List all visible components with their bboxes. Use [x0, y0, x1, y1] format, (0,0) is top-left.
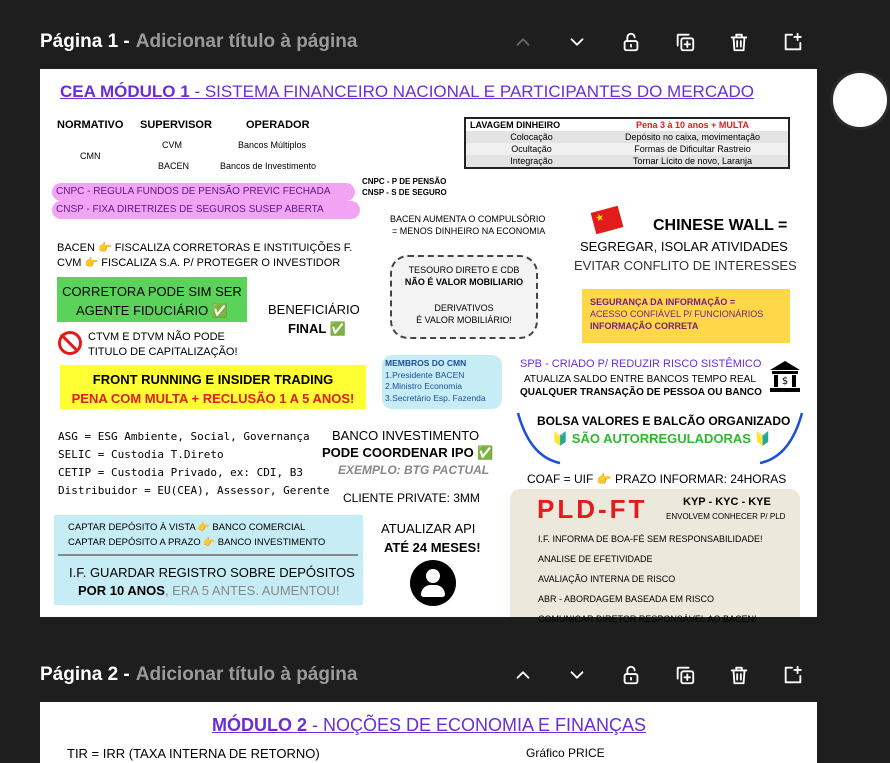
pld-item: AVALIAÇÃO INTERNA DE RISCO: [538, 574, 676, 584]
spb-2: ATUALIZA SALDO ENTRE BANCOS TEMPO REAL: [524, 374, 756, 385]
cnsp-line: CNSP - FIXA DIRETRIZES DE SEGUROS SUSEP ABERTA: [52, 201, 360, 219]
svg-text:$: $: [781, 376, 789, 387]
title-bold: MÓDULO 2: [212, 715, 308, 735]
seguranca-box: [582, 289, 790, 343]
pld-item: I.F. INFORMA DE BOA-FÉ SEM RESPONSABILIDADE!: [538, 534, 763, 544]
guardar-1: I.F. GUARDAR REGISTRO SOBRE DEPÓSITOS: [69, 565, 355, 580]
move-down-button[interactable]: [550, 660, 604, 690]
operador-header: OPERADOR: [246, 119, 310, 131]
cnpc-p: CNPC - P DE PENSÃO: [362, 177, 447, 186]
banco-invest-2: PODE COORDENAR IPO ✅: [322, 445, 494, 460]
kyp-sub: ENVOLVEM CONHECER P/ PLD: [666, 512, 786, 521]
duplicate-page-button[interactable]: [658, 660, 712, 690]
guardar-2b: , ERA 5 ANTES. AUMENTOU!: [164, 583, 340, 598]
add-page-icon: [782, 31, 804, 53]
page-1-title: [60, 82, 754, 102]
bacen-compulsorio: BACEN AUMENTA O COMPULSÓRIO: [390, 214, 546, 224]
api-2: ATÉ 24 MESES!: [384, 540, 481, 555]
captar-2: CAPTAR DEPÓSITO A PRAZO 👉 BANCO INVESTIMENTO: [68, 537, 326, 548]
lav-cell: Colocação: [510, 132, 553, 142]
spb-3: QUALQUER TRANSAÇÃO DE PESSOA OU BANCO: [520, 387, 762, 398]
banco-invest-1: BANCO INVESTIMENTO: [332, 428, 480, 443]
front-running-box: [60, 365, 366, 409]
asg-line: ASG = ESG Ambiente, Social, Governança: [58, 430, 310, 443]
corretora-box: [57, 277, 247, 322]
tesouro-line-1: TESOURO DIRETO E CDB: [408, 265, 520, 275]
bancos-multiplos: Bancos Múltiplos: [238, 140, 307, 150]
cetip-line: CETIP = Custodia Privado, ex: CDI, B3: [58, 466, 304, 479]
cvm-fiscaliza: CVM 👉 FISCALIZA S.A. P/ PROTEGER O INVESTIDOR: [57, 257, 341, 269]
page-title-input[interactable]: Adicionar título à página: [135, 664, 358, 685]
corretora-1: CORRETORA PODE SIM SER: [62, 284, 242, 299]
cmn-label: CMN: [80, 151, 101, 161]
duplicate-icon: [674, 31, 696, 53]
normativo-header: NORMATIVO: [57, 119, 124, 131]
corretora-2: AGENTE FIDUCIÁRIO ✅: [76, 303, 228, 318]
duplicate-page-button[interactable]: [658, 27, 712, 57]
front-1: FRONT RUNNING E INSIDER TRADING: [92, 372, 334, 387]
pld-list: [538, 529, 763, 629]
coaf-line: COAF = UIF 👉 PRAZO INFORMAR: 24HORAS: [527, 472, 787, 486]
lock-button[interactable]: [604, 27, 658, 57]
page-label: Página 2 -: [40, 664, 130, 685]
page-canvas-2[interactable]: [40, 702, 817, 763]
side-circle-button[interactable]: [830, 70, 890, 130]
seguranca-3: INFORMAÇÃO CORRETA: [590, 321, 699, 331]
delete-page-button[interactable]: [712, 660, 766, 690]
front-2: PENA COM MULTA + RECLUSÃO 1 A 5 ANOS!: [71, 391, 355, 406]
lav-cell: Depósito no caixa, movimentação: [624, 132, 761, 142]
membro-item: 1.Presidente BACEN: [385, 369, 465, 380]
seguranca-2: ACESSO CONFIÁVEL P/ FUNCIONÁRIOS: [590, 309, 764, 319]
divider: [58, 554, 358, 556]
move-up-button[interactable]: [496, 27, 550, 57]
page-header-2: [40, 660, 820, 690]
cliente-private: CLIENTE PRIVATE: 3MM: [343, 491, 480, 505]
supervisor-header: SUPERVISOR: [140, 119, 212, 131]
membros-title: MEMBROS DO CMN: [385, 358, 467, 368]
tir-line: TIR = IRR (TAXA INTERNA DE RETORNO): [67, 746, 320, 761]
page-header-1: [40, 27, 820, 57]
distribuidor-line: Distribuidor = EU(CEA), Assessor, Gerente: [58, 484, 330, 497]
banco-invest-3: EXEMPLO: BTG PACTUAL: [338, 463, 490, 477]
pld-title: PLD-FT: [537, 494, 648, 524]
move-down-button[interactable]: [550, 27, 604, 57]
user-avatar-icon: [410, 560, 456, 606]
page-2-title: [212, 715, 646, 736]
membro-item: 3.Secretário Esp. Fazenda: [385, 392, 486, 403]
page-toolbar: [496, 660, 820, 690]
bolsa-2: 🔰 SÃO AUTORREGULADORAS 🔰: [552, 431, 771, 446]
bacen-fiscaliza: BACEN 👉 FISCALIZA CORRETORAS E INSTITUIÇÕES F.: [57, 242, 353, 254]
tesouro-line-2: NÃO É VALOR MOBILIARIO: [404, 277, 524, 287]
unlock-icon: [620, 31, 642, 53]
china-flag-icon: ★: [591, 206, 624, 234]
lav-cell: Tornar Lícito de novo, Laranja: [632, 156, 753, 166]
menos-dinheiro: = MENOS DINHEIRO NA ECONOMIA: [392, 226, 546, 236]
bolsa-1: BOLSA VALORES E BALCÃO ORGANIZADO: [537, 414, 791, 428]
lavagem-table: [464, 117, 790, 169]
derivativos-line-2: É VALOR MOBILIÁRIO!: [416, 315, 512, 325]
chevron-down-icon: [566, 31, 588, 53]
guardar-2: [78, 583, 340, 598]
ctvm-2: TITULO DE CAPITALIZAÇÃO!: [88, 346, 238, 358]
unlock-icon: [620, 664, 642, 686]
cnpc-line: CNPC - REGULA FUNDOS DE PENSÃO PREVIC FECHADA: [52, 183, 355, 201]
prohibited-icon: [58, 331, 82, 355]
bacen-label: BACEN: [158, 161, 190, 171]
derivativos-line-1: DERIVATIVOS: [434, 303, 494, 313]
page-canvas-1[interactable]: [40, 69, 817, 624]
tesouro-box: [390, 255, 538, 339]
pld-item: ANALISE DE EFETIVIDADE: [538, 554, 653, 564]
move-up-button[interactable]: [496, 660, 550, 690]
beneficiario-1: BENEFICIÁRIO: [268, 302, 360, 317]
add-page-button[interactable]: [766, 27, 820, 57]
lav-head-2: Pena 3 à 10 anos + MULTA: [636, 120, 749, 130]
chinese-wall: CHINESE WALL =: [653, 217, 788, 234]
add-page-button[interactable]: [766, 660, 820, 690]
chevron-up-icon: [512, 664, 534, 686]
title-rest: - SISTEMA FINANCEIRO NACIONAL E PARTICIPANTES DO MERCADO: [189, 82, 754, 101]
title-bold: CEA MÓDULO 1: [60, 82, 190, 101]
cnsp-s: CNSP - S DE SEGURO: [362, 188, 447, 197]
duplicate-icon: [674, 664, 696, 686]
trash-icon: [728, 31, 750, 53]
seguranca-1: SEGURANÇA DA INFORMAÇÃO =: [590, 297, 736, 307]
chevron-down-icon: [566, 664, 588, 686]
bank-icon: [768, 359, 802, 393]
guardar-2a: POR 10 ANOS: [78, 583, 165, 598]
captar-box: [54, 515, 363, 605]
membros-cmn-box: [382, 355, 502, 409]
delete-page-button[interactable]: [712, 27, 766, 57]
grafico-price: Gráfico PRICE: [526, 746, 605, 760]
lock-button[interactable]: [604, 660, 658, 690]
kyp-line: KYP - KYC - KYE: [683, 496, 771, 508]
selic-line: SELIC = Custodia T.Direto: [58, 448, 224, 461]
page-title-input[interactable]: Adicionar título à página: [135, 31, 358, 52]
trash-icon: [728, 664, 750, 686]
page-label: Página 1 -: [40, 31, 130, 52]
evitar-conflito: EVITAR CONFLITO DE INTERESSES: [574, 258, 797, 273]
pld-item: COMUNICAR DIRETOR RESPONSÁVEL AO BACEN!: [538, 614, 757, 624]
beneficiario-2: FINAL ✅: [288, 321, 346, 336]
chevron-up-icon: [512, 31, 534, 53]
add-page-icon: [782, 664, 804, 686]
title-rest: - NOÇÕES DE ECONOMIA E FINANÇAS: [307, 715, 647, 735]
bancos-investimento: Bancos de Investimento: [220, 161, 317, 171]
ctvm-1: CTVM E DTVM NÃO PODE: [88, 331, 225, 343]
page-toolbar: [496, 27, 820, 57]
lav-head-1: LAVAGEM DINHEIRO: [470, 120, 561, 130]
segregar: SEGREGAR, ISOLAR ATIVIDADES: [580, 239, 788, 254]
cvm-label: CVM: [162, 140, 182, 150]
lav-cell: Formas de Dificultar Rastreio: [634, 144, 751, 154]
spb-1: SPB - CRIADO P/ REDUZIR RISCO SISTÊMICO: [520, 358, 762, 370]
lav-cell: Integração: [510, 156, 553, 166]
api-1: ATUALIZAR API: [381, 521, 476, 536]
membro-item: 2.Ministro Economia: [385, 381, 463, 391]
lav-cell: Ocultação: [511, 144, 552, 154]
pld-item: ABR - ABORDAGEM BASEADA EM RISCO: [538, 594, 715, 604]
captar-1: CAPTAR DEPÓSITO À VISTA 👉 BANCO COMERCIAL: [68, 522, 306, 533]
